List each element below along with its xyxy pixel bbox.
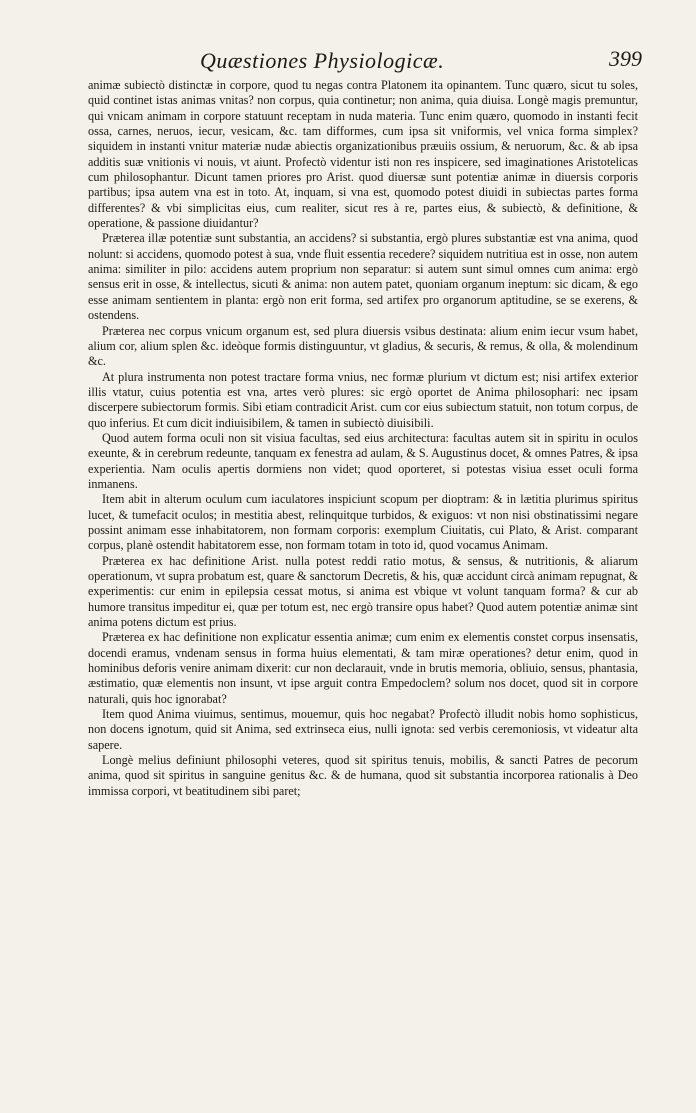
- paragraph: Præterea illæ potentiæ sunt substantia, an accidens? si substantia, ergò plures substantiæ est vna anima, quod nolunt: si accidens, quomodo potest à sua, vnde fluit essentia recedere? siquidem nutritiua est in osse, non autem anima: similiter in pilo: accidens autem proprium non separatur: si autem sunt simul omnes cum anima: ergò sensus erit in osse, & intellectus, sicuti & anima: non autem patet, quoniam organum ineptum: sic dicam, & ego esse animam sentientem in planta: ergò non erit forma, sed artifex pro organorum aptitudine, se se exerens, & ostendens.: [88, 231, 638, 323]
- body-text: [88, 78, 638, 799]
- paragraph: Præterea ex hac definitione non explicatur essentia animæ; cum enim ex elementis constet corpus insensatis, docendi eramus, vndenam sensus in forma huius elementati, & tam miræ operationes? detur enim, quod in hominibus deforis venire animam dixerit: cur non declarauit, vnde in brutis memoria, obliuio, sensus, phantasia, æstimatio, quæ elementis non insunt, vt ipse arguit contra Empedoclem? solum nos docet, quod sit in corpore naturali, quis hoc ignorabat?: [88, 630, 638, 706]
- paragraph: Præterea ex hac definitione Arist. nulla potest reddi ratio motus, & sensus, & nutritionis, & aliarum operationum, vt supra probatum est, quare & sanctorum Decretis, & his, quæ accidunt circà animam repugnat, & experimentis: cur enim in epilepsia cessat motus, si anima est vbique vt volunt tanquam forma? & cur ab humore transitus impeditur ei, quæ per totum est, nec ergò transire opus habet? Quod autem potentiæ animæ sint anima potens dictum est prius.: [88, 553, 638, 630]
- paragraph: animæ subiectò distinctæ in corpore, quod tu negas contra Platonem ita opinantem. Tunc quæro, sicut tu soles, quid continet istas animas vnitas? non corpus, quia continetur; non anima, quia diuisa. Longè magis premuntur, qui vnicam animam in corpore statuunt receptam in nuda materia. Tunc enim quæro, quomodo in instanti fecit ossa, carnes, neruos, iecur, vesicam, &c. tam difformes, cum ipsa sit vniformis, vel vnica forma simplex? siquidem in instanti vnitur materiæ nudæ abiectis organizationibus præuiis ossium, & neruorum, &c. & ab ipsa additis suæ vnitionis vi nouis, vt aiunt. Profectò videntur isti non res inspicere, sed imaginationes Aristotelicas cum philosophantur. Dicunt tamen priores pro Arist. quod diuersæ sunt potentiæ animæ in diuersis corporis partibus; ipsa autem vna est in toto. At, inquam, si vna est, quomodo potest diuidi in subiectas partes forma differentes? & vbi simplicitas eius, cum realiter, sicut res à re, partes eius, & subiectò, & definitione, & operatione, & passione diuidantur?: [88, 78, 638, 231]
- page-header: [88, 44, 642, 78]
- paragraph: Longè melius definiunt philosophi veteres, quod sit spiritus tenuis, mobilis, & sancti Patres de pecorum anima, quod sit spiritus in sanguine genitus &c. & de humana, quod sit substantia incorporea rationalis à Deo immissa corpori, vt beatitudinem sibi paret;: [88, 753, 638, 798]
- paragraph: Item abit in alterum oculum cum iaculatores inspiciunt scopum per dioptram: & in lætitia plurimus spiritus lucet, & tumefacit oculos; in mestitia abest, relinquitque turbidos, & exiguos: vt non nisi obstinatissimi negare possint animam esse inhabitatorem, non formam corporis: exemplum Ciuitatis, cui Plato, & Arist. comparant corpus, planè ostendit habitatorem esse, non formam totam in toto id, quod vocamus Animam.: [88, 492, 638, 553]
- page-number: 399: [609, 46, 642, 71]
- paragraph: Præterea nec corpus vnicum organum est, sed plura diuersis vsibus destinata: alium enim iecur vsum habet, alium cor, alium splen &c. ideòque formis distinguuntur, vt gladius, & securis, & remus, & olla, & molendinum &c.: [88, 323, 638, 369]
- running-title: Quæstiones Physiologicæ.: [200, 48, 445, 73]
- paragraph: Quod autem forma oculi non sit visiua facultas, sed eius architectura: facultas autem sit in spiritu in oculos exeunte, & in cerebrum redeunte, tanquam ex fenestra ad aulam, & S. Augustinus docet, & omnes Patres, & ipsa experientia. Nam oculis apertis dormiens non videt; quod oporteret, si potestas visiua esset oculi forma inmanens.: [88, 430, 638, 491]
- paragraph: Item quod Anima viuimus, sentimus, mouemur, quis hoc negabat? Profectò illudit nobis homo sophisticus, non docens ignotum, quid sit Anima, sed extrinseca eius, nulli ignota: sed verbis ceremoniosis, vt videatur alta sapere.: [88, 707, 638, 752]
- paragraph: At plura instrumenta non potest tractare forma vnius, nec formæ plurium vt dictum est; nisi artifex exterior illis vtatur, cuius potentia est vna, artes verò plures: sic ergò oportet de Anima philosophari: nec ipsam discerpere subiectorum formis. Sibi etiam contradicit Arist. cum cor eius subiectum statuit, non totum corpus, de quo inferius. Et cum dicit indiuisibilem, & tamen in subiectò diuisibili.: [88, 369, 638, 430]
